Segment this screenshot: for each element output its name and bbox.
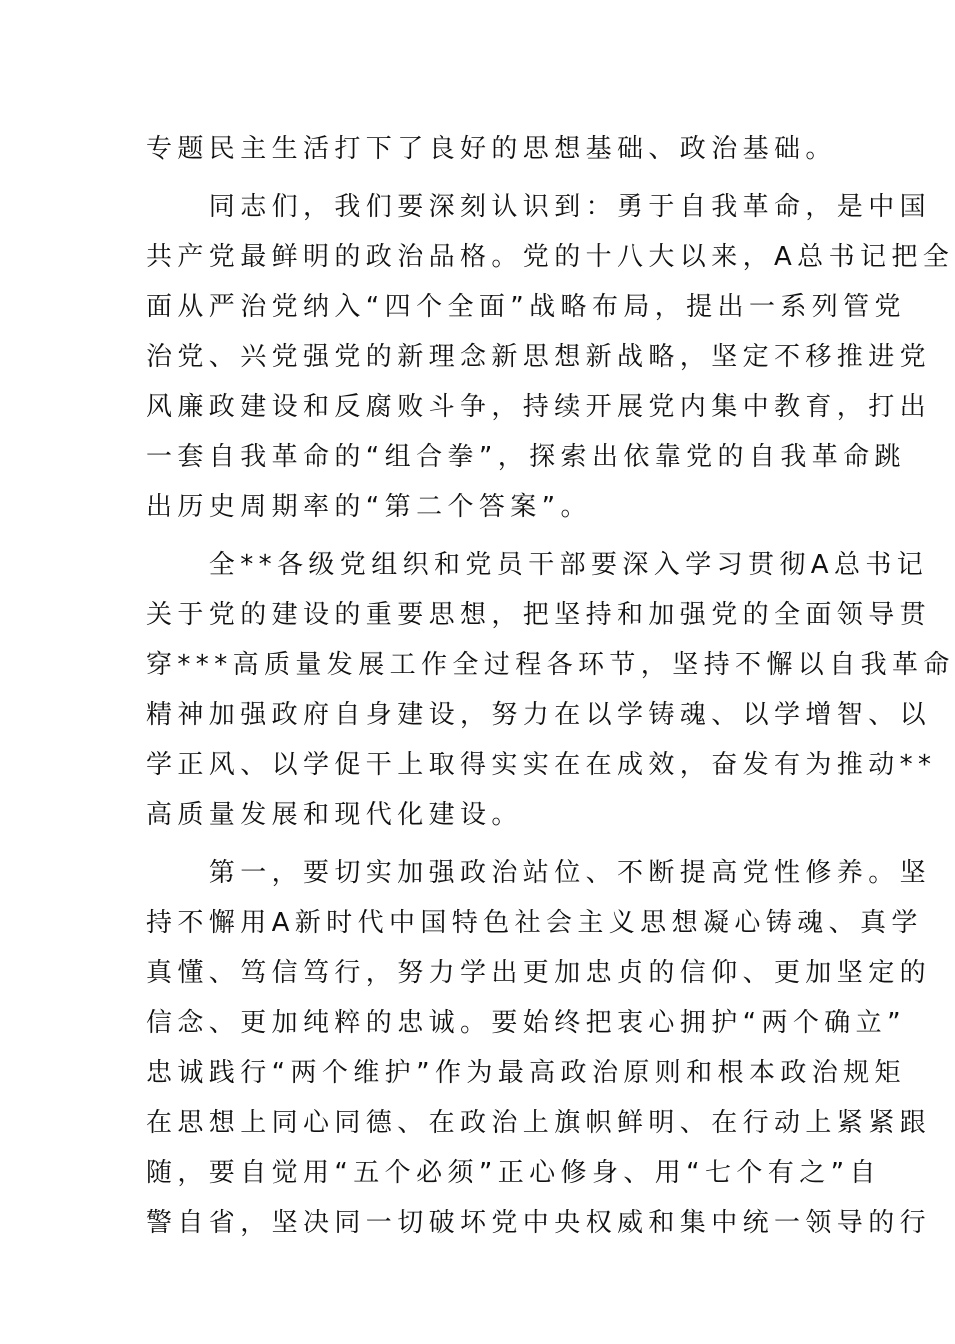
paragraph-first-point	[146, 848, 932, 1248]
paragraph-party-building	[146, 540, 955, 840]
text-line: 持不懈用A新时代中国特色社会主义思想凝心铸魂、真学	[146, 908, 923, 938]
document-body	[146, 124, 955, 1248]
text-line: 随，要自觉用“五个必须”正心修身、用“七个有之”自	[146, 1158, 881, 1188]
text-line: 全**各级党组织和党员干部要深入学习贯彻A总书记	[146, 550, 929, 580]
text-line: 高质量发展和现代化建设。	[146, 800, 523, 830]
text-line: 出历史周期率的“第二个答案”。	[146, 492, 592, 522]
text-line: 忠诚践行“两个维护”作为最高政治原则和根本政治规矩	[146, 1058, 906, 1088]
text-line: 风廉政建设和反腐败斗争，持续开展党内集中教育，打出	[146, 392, 932, 422]
paragraph-continuation	[146, 124, 837, 174]
text-line: 第一，要切实加强政治站位、不断提高党性修养。坚	[146, 858, 932, 888]
text-line: 学正风、以学促干上取得实实在在成效，奋发有为推动**	[146, 750, 937, 780]
text-line: 专题民主生活打下了良好的思想基础、政治基础。	[146, 134, 837, 164]
text-line: 警自省，坚决同一切破坏党中央权威和集中统一领导的行	[146, 1208, 932, 1238]
text-line: 共产党最鲜明的政治品格。党的十八大以来，A总书记把全	[146, 242, 955, 272]
text-line: 信念、更加纯粹的忠诚。要始终把衷心拥护“两个确立”	[146, 1008, 906, 1038]
text-line: 精神加强政府自身建设，努力在以学铸魂、以学增智、以	[146, 700, 932, 730]
text-line: 同志们，我们要深刻认识到：勇于自我革命，是中国	[146, 192, 932, 222]
text-line: 面从严治党纳入“四个全面”战略布局，提出一系列管党	[146, 292, 906, 322]
text-line: 穿***高质量发展工作全过程各环节，坚持不懈以自我革命	[146, 650, 955, 680]
text-line: 治党、兴党强党的新理念新思想新战略，坚定不移推进党	[146, 342, 932, 372]
text-line: 一套自我革命的“组合拳”，探索出依靠党的自我革命跳	[146, 442, 906, 472]
text-line: 在思想上同心同德、在政治上旗帜鲜明、在行动上紧紧跟	[146, 1108, 932, 1138]
text-line: 真懂、笃信笃行，努力学出更加忠贞的信仰、更加坚定的	[146, 958, 932, 988]
paragraph-self-revolution	[146, 182, 955, 532]
text-line: 关于党的建设的重要思想，把坚持和加强党的全面领导贯	[146, 600, 932, 630]
